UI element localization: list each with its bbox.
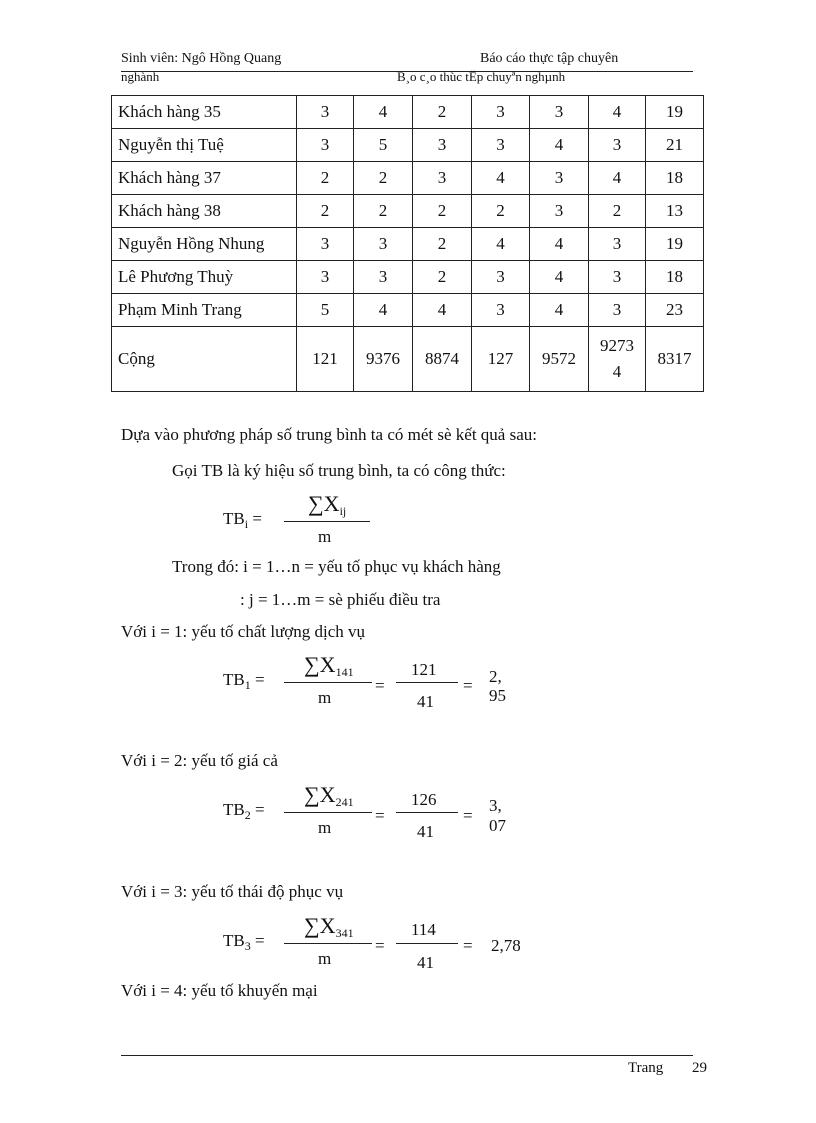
cell: 2	[413, 195, 472, 228]
cell: 2	[589, 195, 646, 228]
general-numerator: $\sum X_{ij}$	[308, 491, 347, 518]
tb3-eq-2: =	[463, 936, 473, 955]
tb1-den2: 41	[417, 692, 434, 711]
cell: 3	[589, 294, 646, 327]
cell: 3	[530, 162, 589, 195]
header-subtitle: B¸o c¸o thùc tËp chuyªn nghµnh	[397, 69, 566, 84]
tb3-denominator: m	[318, 949, 332, 968]
cell: 3	[472, 294, 530, 327]
cell: 21	[646, 129, 704, 162]
section-1-heading: Với i = 1: yếu tố chất lượng dịch vụ	[121, 622, 366, 641]
row-name: Phạm Minh Trang	[112, 294, 297, 327]
table-row	[112, 228, 704, 261]
row-name: Nguyễn Hồng Nhung	[112, 228, 297, 261]
tb1-eq-1: =	[375, 676, 385, 695]
cell: 4	[589, 162, 646, 195]
cell: 4	[354, 294, 413, 327]
tb3-den2: 41	[417, 953, 434, 972]
cell: 3	[413, 129, 472, 162]
cell: 8874	[413, 327, 472, 392]
cell: 3	[354, 228, 413, 261]
fraction-bar	[396, 943, 458, 944]
tb1-denominator: m	[318, 688, 332, 707]
cell: 4	[530, 228, 589, 261]
tb1-num2: 121	[411, 660, 437, 679]
cell: 4	[530, 129, 589, 162]
cell: 3	[354, 261, 413, 294]
cell: 4	[530, 294, 589, 327]
tb3-result: 2,78	[491, 936, 521, 955]
cell: 3	[472, 129, 530, 162]
cell: 5	[297, 294, 354, 327]
total-label: Cộng	[112, 327, 297, 392]
section-3-heading: Với i = 3: yếu tố thái độ phục vụ	[121, 882, 344, 901]
table-row	[112, 195, 704, 228]
tb1-eq-2: =	[463, 676, 473, 695]
row-name: Lê Phương Thuỳ	[112, 261, 297, 294]
cell: 19	[646, 228, 704, 261]
tb1-result-1: 2,	[489, 667, 502, 686]
survey-table	[111, 95, 704, 392]
fraction-bar	[284, 521, 370, 522]
tb2-eq-2: =	[463, 806, 473, 825]
where-2: : j = 1…m = sè phiếu điều tra	[240, 590, 441, 609]
fraction-bar	[284, 812, 372, 813]
cell: 19	[646, 96, 704, 129]
tb2-num2: 126	[411, 790, 437, 809]
cell: 4	[589, 96, 646, 129]
header-report-title: Báo cáo thực tập chuyên	[480, 51, 619, 66]
tb2-numerator: $\sum X_{241}$	[304, 782, 354, 809]
table-row	[112, 96, 704, 129]
cell: 2	[413, 228, 472, 261]
cell: 3	[297, 129, 354, 162]
row-name: Khách hàng 38	[112, 195, 297, 228]
tb2-result-1: 3,	[489, 796, 502, 815]
cell: 3	[472, 96, 530, 129]
cell: 3	[589, 228, 646, 261]
cell: 3	[589, 129, 646, 162]
header-report-title-cont: nghành	[121, 69, 160, 84]
tb2-den2: 41	[417, 822, 434, 841]
row-name: Nguyễn thị Tuệ	[112, 129, 297, 162]
cell: 3	[297, 96, 354, 129]
cell: 4	[530, 261, 589, 294]
cell: 3	[530, 96, 589, 129]
tb2-lhs: $TB_2$ =	[223, 800, 265, 822]
section-4-heading: Với i = 4: yếu tố khuyến mại	[121, 981, 318, 1000]
cell: 3	[472, 261, 530, 294]
cell: 9572	[530, 327, 589, 392]
footer-page-number: 29	[692, 1060, 707, 1076]
cell: 2	[297, 162, 354, 195]
table-total-row	[112, 327, 704, 392]
cell: 3	[297, 261, 354, 294]
fraction-bar	[284, 682, 372, 683]
tb2-result-2: 07	[489, 816, 506, 835]
footer-rule	[121, 1055, 693, 1056]
table-row	[112, 129, 704, 162]
cell: 3	[530, 195, 589, 228]
tb2-eq-1: =	[375, 806, 385, 825]
tb1-result-2: 95	[489, 686, 506, 705]
cell: 121	[297, 327, 354, 392]
row-name: Khách hàng 37	[112, 162, 297, 195]
cell: 2	[472, 195, 530, 228]
tb1-lhs: $TB_1$ =	[223, 670, 265, 692]
tb2-denominator: m	[318, 818, 332, 837]
fraction-bar	[396, 812, 458, 813]
tb3-numerator: $\sum X_{341}$	[304, 913, 354, 940]
intro-text: Dựa vào phương pháp số trung bình ta có mét sè kết quả sau:	[121, 425, 537, 444]
cell: 2	[413, 96, 472, 129]
cell: 2	[354, 195, 413, 228]
cell: 4	[354, 96, 413, 129]
header-student: Sinh viên: Ngô Hồng Quang	[121, 51, 282, 66]
footer-page-label: Trang	[628, 1060, 664, 1076]
cell: 8317	[646, 327, 704, 392]
tb3-num2: 114	[411, 920, 436, 939]
cell: 18	[646, 162, 704, 195]
tb1-numerator: $\sum X_{141}$	[304, 652, 354, 679]
cell: 4	[413, 294, 472, 327]
cell: 3	[589, 261, 646, 294]
cell: 3	[413, 162, 472, 195]
section-2-heading: Với i = 2: yếu tố giá cả	[121, 751, 278, 770]
fraction-bar	[284, 943, 372, 944]
cell: 5	[354, 129, 413, 162]
cell: 4	[472, 162, 530, 195]
cell	[589, 327, 646, 392]
cell: 18	[646, 261, 704, 294]
general-denominator: m	[318, 527, 332, 546]
row-name: Khách hàng 35	[112, 96, 297, 129]
general-lhs: $TB_i$ =	[223, 509, 262, 531]
fraction-bar	[396, 682, 458, 683]
cell: 13	[646, 195, 704, 228]
formula-intro: Gọi TB là ký hiệu số trung bình, ta có công thức:	[172, 461, 506, 480]
cell: 23	[646, 294, 704, 327]
tb3-lhs: $TB_3$ =	[223, 931, 265, 953]
cell: 9376	[354, 327, 413, 392]
cell: 3	[297, 228, 354, 261]
cell: 127	[472, 327, 530, 392]
cell: 4	[472, 228, 530, 261]
tb3-eq-1: =	[375, 936, 385, 955]
cell-line: 4	[612, 362, 622, 381]
cell: 2	[354, 162, 413, 195]
table-row	[112, 294, 704, 327]
table-row	[112, 162, 704, 195]
cell: 2	[297, 195, 354, 228]
table-row	[112, 261, 704, 294]
cell-line: 9273	[600, 336, 634, 355]
cell: 2	[413, 261, 472, 294]
where-1: Trong đó: i = 1…n = yếu tố phục vụ khách hàng	[172, 557, 501, 576]
